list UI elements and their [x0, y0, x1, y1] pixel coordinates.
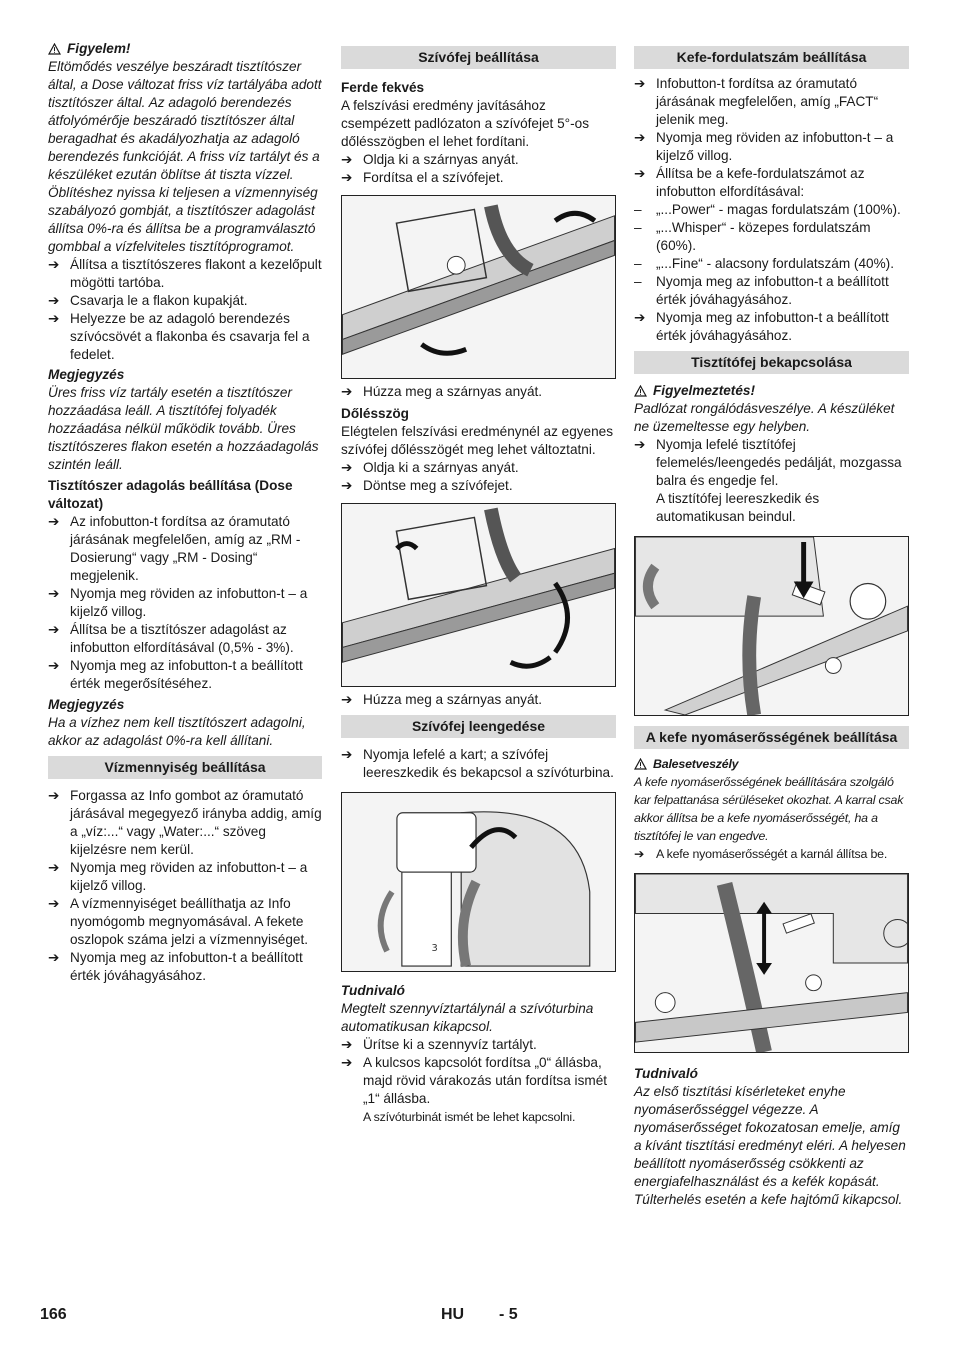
dash-text: „...Fine“ - alacsony fordulatszám (40%).	[656, 256, 894, 271]
subheading: Ferde fekvés	[341, 80, 425, 95]
step-item	[341, 459, 616, 477]
dash-text: „...Power“ - magas fordulatszám (100%).	[656, 202, 901, 217]
dash-item: – „...Whisper“ - közepes fordulatszám (60%).	[634, 219, 909, 255]
arrow-icon: ➔	[634, 310, 646, 325]
machine-lever-illustration	[342, 793, 615, 971]
figure-label: 3	[431, 943, 438, 955]
arrow-icon: ➔	[634, 437, 646, 452]
dash-text: „...Whisper“ - közepes fordulatszám (60%).	[656, 220, 871, 253]
dash-item: – Nyomja meg az infobutton-t a beállított érték jóváhagyásához.	[634, 273, 909, 309]
step-text: Húzza meg a szárnyas anyát.	[363, 384, 543, 399]
note-title: Tudnivaló	[341, 983, 405, 998]
step-item	[341, 1036, 616, 1054]
step-item	[48, 621, 322, 657]
step-text: A kefe nyomáserősségét a karnál állítsa be.	[656, 847, 888, 861]
note-text: Üres friss víz tartály esetén a tisztítószer hozzáadása leáll. A tisztítófej folyadék hozzáadása nélkül működik tovább. Üres tisztítószeres flakon esetén a hozzáadagolás szintén leáll.	[48, 385, 319, 472]
step-text: Húzza meg a szárnyas anyát.	[363, 692, 543, 707]
step-item	[634, 436, 909, 490]
danger-text: A kefe nyomáserősségének beállítására szolgáló kar felpattanása sérüléseket okozhat. A karral csak akkor állítsa be a kefe nyomáserősségét, ha a tisztítófej le van engedve.	[634, 775, 904, 843]
step-text: Nyomja meg röviden az infobutton-t – a kijelző villog.	[656, 130, 894, 163]
dash-text: Nyomja meg az infobutton-t a beállított érték jóváhagyásához.	[656, 274, 889, 307]
step-text: Állítsa be a kefe-fordulatszámot az infobutton elfordításával:	[656, 166, 865, 199]
arrow-icon: ➔	[48, 311, 60, 326]
arrow-icon: ➔	[341, 1037, 353, 1052]
arrow-icon: ➔	[341, 384, 353, 399]
step-text: A kulcsos kapcsolót fordítsa „0“ állásba, majd rövid várakozás után fordítsa ismét „1“ állásba.	[363, 1055, 608, 1106]
paragraph: Elégtelen felszívási eredménynél az egyenes szívófej dőlésszögét meg lehet változtatni.	[341, 424, 614, 457]
step-item	[341, 169, 616, 187]
note-title: Megjegyzés	[48, 367, 125, 382]
note-text: Az első tisztítási kísérleteket enyhe nyomáserősséggel végezze. A nyomáserősséget fokozatosan emelje, amíg a kívánt tisztítási eredményt eléri. A helyesen beállított nyomáserősség csökkenti az energiafelhasználást és a kefék kopását. Túlterhelés esetén a kefe hajtómű kikapcsol.	[634, 1084, 906, 1207]
step-text: Csavarja le a flakon kupakját.	[70, 293, 248, 308]
arrow-icon: ➔	[48, 950, 60, 965]
step-item	[48, 949, 322, 985]
squeegee-tilt-illustration	[342, 504, 615, 686]
arrow-icon: ➔	[341, 152, 353, 167]
step-item	[634, 845, 909, 863]
arrow-icon: ➔	[48, 622, 60, 637]
warning-title: Figyelmeztetés!	[653, 383, 755, 398]
step-text: Nyomja meg röviden az infobutton-t – a kijelző villog.	[70, 586, 308, 619]
arrow-icon: ➔	[341, 478, 353, 493]
arrow-icon: ➔	[48, 257, 60, 272]
step-item	[341, 151, 616, 169]
step-text: Nyomja meg az infobutton-t a beállított érték megerősítéséhez.	[70, 658, 303, 691]
step-text: A vízmennyiséget beállíthatja az Info nyomógomb megnyomásával. A fekete oszlopok száma jelzi a vízmennyiséget.	[70, 896, 308, 947]
figure-brush-head-pedal	[634, 536, 909, 716]
step-text: Ürítse ki a szennyvíz tartályt.	[363, 1037, 537, 1052]
step-text: Nyomja lefelé tisztítófej felemelés/leengedés pedálját, mozgassa balra és engedje fel.	[656, 437, 902, 488]
squeegee-rotate-illustration	[342, 196, 615, 378]
step-item	[48, 859, 322, 895]
warning-triangle-icon	[634, 758, 647, 770]
section-heading: Kefe-fordulatszám beállítása	[634, 46, 909, 69]
step-item	[48, 310, 322, 364]
arrow-icon: ➔	[634, 130, 646, 145]
dash-item: – „...Fine“ - alacsony fordulatszám (40%).	[634, 256, 894, 271]
arrow-icon: ➔	[341, 747, 353, 762]
column-2	[341, 46, 616, 1126]
step-item	[48, 787, 322, 859]
warning-triangle-icon	[48, 43, 61, 55]
step-item	[634, 75, 909, 129]
subheading: Dőlésszög	[341, 406, 409, 421]
arrow-icon: ➔	[634, 76, 646, 91]
column-3	[634, 46, 909, 1209]
pedal-illustration	[635, 537, 908, 715]
arrow-icon: ➔	[48, 860, 60, 875]
step-text: Az infobutton-t fordítsa az óramutató járásának megfelelően, amíg az „RM - Dosierung“ vagy „RM - Dosing“ megjelenik.	[70, 514, 301, 583]
note-title: Tudnivaló	[634, 1066, 698, 1081]
warning-text: Padlózat rongálódásveszélye. A készüléket ne üzemeltesse egy helyben.	[634, 401, 895, 434]
step-text: Nyomja lefelé a kart; a szívófej leereszkedik és bekapcsol a szívóturbina.	[363, 747, 614, 780]
figure-brush-pressure	[634, 873, 909, 1053]
step-text: Oldja ki a szárnyas anyát.	[363, 152, 519, 167]
step-item	[634, 129, 909, 165]
danger-title: Balesetveszély	[653, 757, 739, 771]
section-number: - 5	[499, 1306, 518, 1323]
note-title: Megjegyzés	[48, 697, 125, 712]
step-item	[341, 691, 616, 709]
arrow-icon: ➔	[48, 586, 60, 601]
figure-squeegee-lower	[341, 792, 616, 972]
arrow-icon: ➔	[634, 166, 646, 181]
arrow-icon: ➔	[48, 788, 60, 803]
step-text: Döntse meg a szívófejet.	[363, 478, 513, 493]
note-text: Megtelt szennyvíztartálynál a szívóturbina automatikusan kikapcsol.	[341, 1001, 594, 1034]
step-item	[48, 292, 322, 310]
step-item	[341, 477, 616, 495]
step-item	[48, 585, 322, 621]
step-text: Nyomja meg az infobutton-t a beállított érték jóváhagyásához.	[656, 310, 889, 343]
warning-label	[634, 382, 909, 400]
step-item	[341, 1054, 616, 1108]
section-heading: Szívófej beállítása	[341, 46, 616, 69]
warning-label	[48, 40, 322, 58]
section-heading: Szívófej leengedése	[341, 715, 616, 738]
step-item	[634, 165, 909, 201]
dash-item: – „...Power“ - magas fordulatszám (100%).	[634, 202, 901, 217]
step-item	[48, 657, 322, 693]
pressure-lever-illustration	[635, 874, 908, 1052]
figure-squeegee-rotate	[341, 195, 616, 379]
step-text: Nyomja meg az infobutton-t a beállított érték jóváhagyásához.	[70, 950, 303, 983]
step-text: Állítsa be a tisztítószer adagolást az infobutton elfordításával (0,5% - 3%).	[70, 622, 294, 655]
warning-text: Eltömődés veszélye beszáradt tisztítószer által, a Dose változat friss víz tartályába adott tisztítószer által. Az adagoló berendezés átfolyómérője beszáradó tisztítószer által beragadhat és akadályozhatja az adagoló berendezés funkcióját. A friss víz tartályt és a készüléket ezután öblítse át tiszta vízzel. Öblítéshez nyissa ki teljesen a vízmennyiség szabályozó gombját, a tisztítószer adagolást állítsa 0%-ra és állítsa be a programválasztó gombbal a vízfelviteles tisztítóprogramot.	[48, 59, 322, 254]
note-text: Ha a vízhez nem kell tisztítószert adagolni, akkor az adagolást 0%-ra kell állítani.	[48, 715, 306, 748]
step-text: Nyomja meg röviden az infobutton-t – a kijelző villog.	[70, 860, 308, 893]
dose-title: Tisztítószer adagolás beállítása (Dose változat)	[48, 478, 293, 511]
arrow-icon: ➔	[341, 460, 353, 475]
step-item	[48, 513, 322, 585]
paragraph: A felszívási eredmény javításához csempézett padlózaton a szívófejet 5°-os dőlésszögben el lehet fordítani.	[341, 98, 589, 149]
section-heading: Vízmennyiség beállítása	[48, 756, 322, 779]
step-text: Oldja ki a szárnyas anyát.	[363, 460, 519, 475]
step-item	[48, 895, 322, 949]
danger-label	[634, 755, 909, 773]
column-1	[48, 40, 322, 985]
warning-title: Figyelem!	[67, 41, 131, 56]
step-text: Fordítsa el a szívófejet.	[363, 170, 504, 185]
step-text: Infobutton-t fordítsa az óramutató járásának megfelelően, amíg „FACT“ jelenik meg.	[656, 76, 879, 127]
section-heading: Tisztítófej bekapcsolása	[634, 351, 909, 374]
result-text: A tisztítófej leereszkedik és automatikusan beindul.	[656, 491, 820, 524]
arrow-icon: ➔	[48, 658, 60, 673]
figure-squeegee-tilt	[341, 503, 616, 687]
arrow-icon: ➔	[48, 896, 60, 911]
step-item	[341, 746, 616, 782]
result-text: A szívóturbinát ismét be lehet kapcsolni.	[363, 1110, 576, 1124]
section-heading: A kefe nyomáserősségének beállítása	[634, 726, 909, 749]
arrow-icon: ➔	[48, 514, 60, 529]
language-code: HU	[441, 1306, 465, 1323]
step-text: Helyezze be az adagoló berendezés szívócsövét a flakonba és csavarja fel a fedelet.	[70, 311, 310, 362]
step-item	[634, 309, 909, 345]
step-item	[341, 383, 616, 401]
warning-triangle-icon	[634, 385, 647, 397]
arrow-icon: ➔	[341, 170, 353, 185]
step-text: Forgassa az Info gombot az óramutató járásával megegyező irányba addig, amíg a „víz:...“ vagy „Water:...“ szöveg kijelzésre nem kerül.	[70, 788, 322, 857]
step-item	[48, 256, 322, 292]
arrow-icon: ➔	[634, 847, 645, 861]
page-number: 166	[40, 1306, 67, 1323]
step-text: Állítsa a tisztítószeres flakont a kezelőpult mögötti tartóba.	[70, 257, 322, 290]
arrow-icon: ➔	[48, 293, 60, 308]
arrow-icon: ➔	[341, 692, 353, 707]
arrow-icon: ➔	[341, 1055, 353, 1070]
